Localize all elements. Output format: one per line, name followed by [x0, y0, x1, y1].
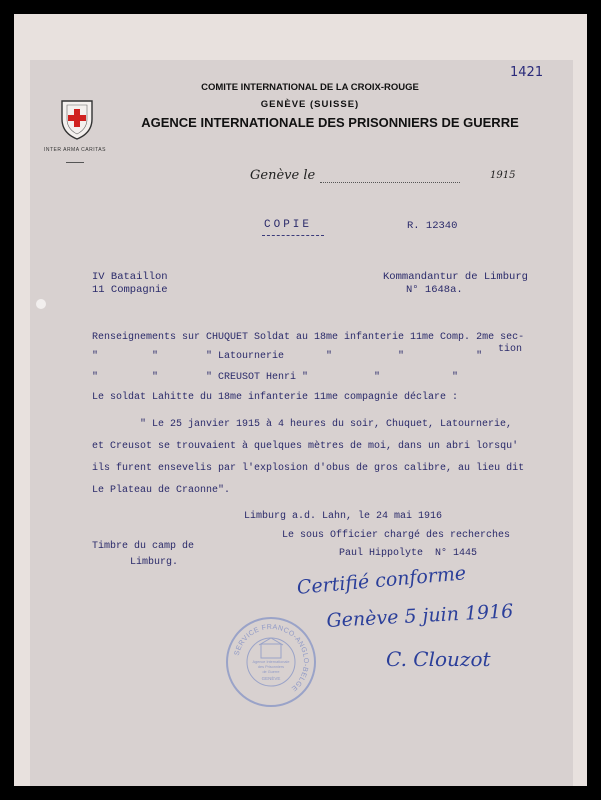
closing-name: Paul Hippolyte N° 1445	[339, 548, 478, 559]
closing-place-date: Limburg a.d. Lahn, le 24 mai 1916	[244, 511, 443, 522]
punch-hole	[36, 299, 46, 309]
right-unit-line2: N° 1648a.	[406, 284, 463, 296]
stamp-inner1: Agence Internationale	[252, 660, 290, 664]
copie-underline	[262, 235, 324, 236]
stamp-inner3: de Guerre	[262, 670, 280, 674]
body-line1: Renseignements sur CHUQUET Soldat au 18me infanterie 11me Comp. 2me sec-	[92, 332, 525, 343]
stamp-note-line2: Limburg.	[130, 557, 179, 568]
motto: INTER ARMA CARITAS	[44, 147, 106, 153]
letterhead-line1: COMITE INTERNATIONAL DE LA CROIX-ROUGE	[201, 82, 419, 93]
right-unit-line1: Kommandantur de Limburg	[383, 271, 528, 283]
stamp-ring-text: SERVICE FRANCO-ANGLO-BELGE	[233, 623, 310, 693]
stamp-inner4: GENÈVE	[261, 676, 281, 681]
body-line1b: tion	[498, 344, 523, 355]
quote-line2: et Creusot se trouvaient à quelques mètres de moi, dans un abri lorsqu'	[92, 441, 519, 452]
reference-number: R. 12340	[407, 220, 458, 232]
copie-heading: COPIE	[264, 219, 313, 231]
date-year: 1915	[490, 170, 516, 181]
quote-line3: ils furent ensevelis par l'explosion d'obus de gros calibre, au lieu dit	[92, 463, 525, 474]
body-line4: Le soldat Lahitte du 18me infanterie 11me compagnie déclare :	[92, 392, 459, 403]
letterhead-line3: AGENCE INTERNATIONALE DES PRISONNIERS DE GUERRE	[141, 115, 519, 130]
date-place: Genève le	[250, 168, 316, 183]
handwritten-signature: C. Clouzot	[386, 647, 491, 671]
left-unit-line2: 11 Compagnie	[92, 284, 168, 296]
body-line2: " " " Latournerie " " "	[92, 351, 483, 362]
left-unit-line1: IV Bataillon	[92, 271, 168, 283]
quote-line4: Le Plateau de Craonne".	[92, 485, 231, 496]
red-cross-emblem-icon	[58, 97, 96, 141]
body-line3: " " " CREUSOT Henri " " "	[92, 372, 459, 383]
motto-rule	[66, 162, 84, 163]
handwritten-certified: Certifié conforme	[296, 562, 467, 599]
closing-officer: Le sous Officier chargé des recherches	[282, 530, 511, 541]
stamp-inner2: des Prisonniers	[257, 665, 285, 669]
page-number: 1421	[510, 65, 544, 80]
letterhead-line2: GENÈVE (SUISSE)	[260, 99, 360, 110]
stamp-note-line1: Timbre du camp de	[92, 541, 195, 552]
agency-stamp	[226, 617, 316, 707]
date-dotted-line	[320, 182, 460, 183]
handwritten-date: Genève 5 juin 1916	[326, 600, 514, 632]
quote-line1: " Le 25 janvier 1915 à 4 heures du soir, Chuquet, Latournerie,	[140, 419, 513, 430]
